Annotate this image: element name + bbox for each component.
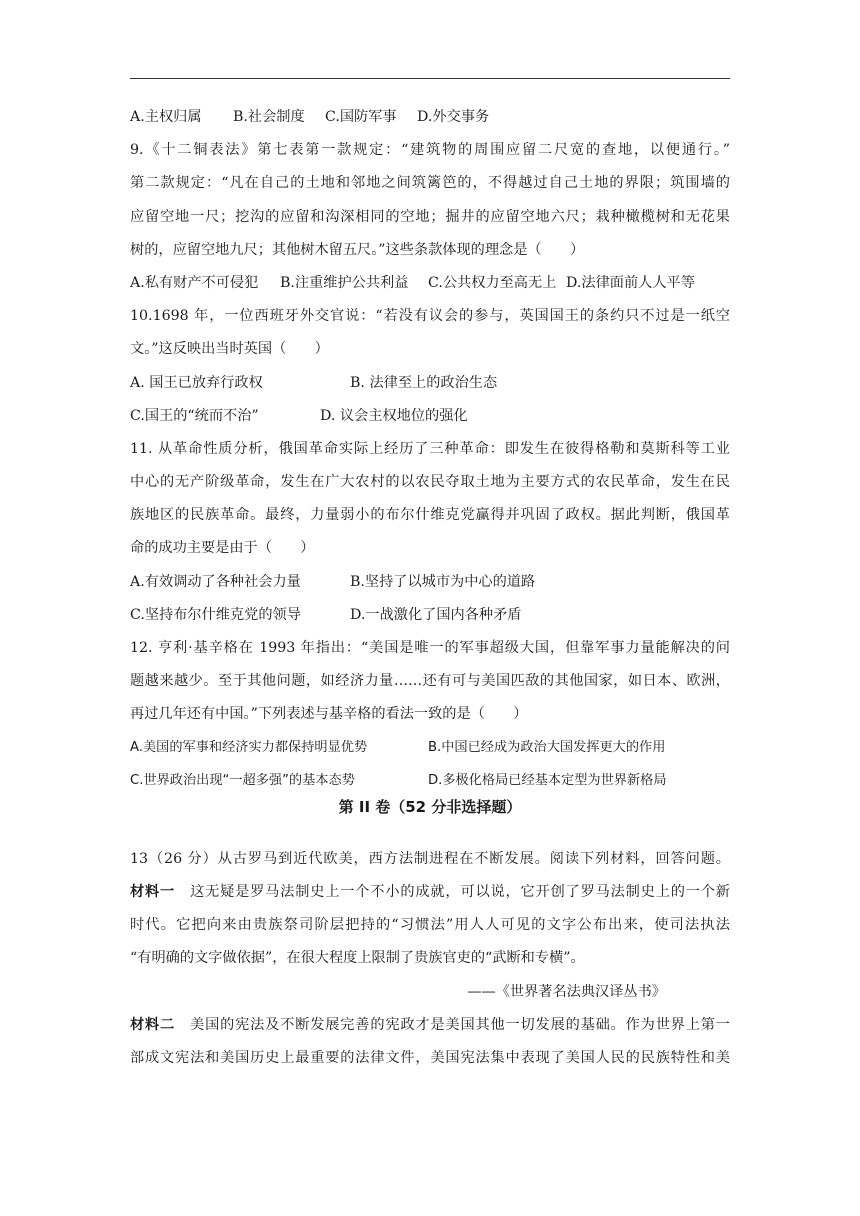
q11-stem-line: 11. 从革命性质分析，俄国革命实际上经历了三种革命：即发生在彼得格勒和莫斯科等工业 xyxy=(130,440,730,457)
q8-option-b[interactable]: B.社会制度 xyxy=(233,109,305,125)
q10-option-a[interactable]: A. 国王已放弃行政权 xyxy=(130,374,263,391)
q11-stem-line: 中心的无产阶级革命，发生在广大农村的以农民夺取土地为主要方式的农民革命，发生在民 xyxy=(130,474,730,491)
q10-options-row1 xyxy=(130,372,730,394)
q9-stem-line: 树的，应留空地九尺；其他树木留五尺。”这些条款体现的理念是（ ） xyxy=(130,241,585,258)
q8-options xyxy=(130,106,730,128)
q12-option-b[interactable]: B.中国已经成为政治大国发挥更大的作用 xyxy=(428,739,666,755)
q8-option-a[interactable]: A.主权归属 xyxy=(130,109,202,125)
q9-stem-line: 应留空地一尺；挖沟的应留和沟深相同的空地；掘井的应留空地六尺；栽种橄榄树和无花果 xyxy=(130,208,730,225)
q9-option-a[interactable]: A.私有财产不可侵犯 xyxy=(130,274,259,291)
q11-option-b[interactable]: B.坚持了以城市为中心的道路 xyxy=(350,573,536,590)
material-1-text: 这无疑是罗马法制史上一个不小的成就，可以说，它开创了罗马法制史上的一个新 xyxy=(175,883,730,900)
q13-material-2-line: 部成文宪法和美国历史上最重要的法律文件，美国宪法集中表现了美国人民的民族特性和美 xyxy=(130,1049,730,1066)
q11-stem-line: 命的成功主要是由于（ ） xyxy=(130,540,315,557)
section-2-title: 第 II 卷（52 分非选择题） xyxy=(338,797,522,816)
q9-options xyxy=(130,272,730,294)
q12-option-a[interactable]: A.美国的军事和经济实力都保持明显优势 xyxy=(130,739,368,755)
q10-stem-line: 10.1698 年，一位西班牙外交官说：“若没有议会的参与，英国国王的条约只不过是一纸空 xyxy=(130,308,730,325)
q13-material-2-line xyxy=(130,1014,730,1036)
q10-stem-line: 文。”这反映出当时英国（ ） xyxy=(130,341,329,358)
q13-intro: 13（26 分）从古罗马到近代欧美，西方法制进程在不断发展。阅读下列材料，回答问题。 xyxy=(130,850,730,867)
material-1-source: ——《世界著名法典汉译丛书》 xyxy=(467,983,666,1000)
q10-option-d[interactable]: D. 议会主权地位的强化 xyxy=(320,407,468,424)
q11-options-row1 xyxy=(130,571,730,593)
q9-stem-line: 第二款规定：“凡在自己的土地和邻地之间筑篱笆的，不得越过自己土地的界限；筑围墙的 xyxy=(130,175,730,192)
q8-option-d[interactable]: D.外交事务 xyxy=(417,109,490,125)
q12-options-row2 xyxy=(130,770,730,792)
q9-stem-line: 9.《十二铜表法》第七表第一款规定：“建筑物的周围应留二尺宽的查地，以便通行。” xyxy=(130,142,730,159)
q13-material-1-line xyxy=(130,881,730,903)
q12-stem-line: 题越来越少。至于其他问题，如经济力量……还有可与美国匹敌的其他国家，如日本、欧洲， xyxy=(130,673,730,690)
q10-options-row2 xyxy=(130,405,730,427)
q9-option-c[interactable]: C.公共权力至高无上 xyxy=(428,274,557,291)
q11-option-c[interactable]: C.坚持布尔什维克党的领导 xyxy=(130,606,301,623)
q11-options-row2 xyxy=(130,604,730,626)
material-1-label: 材料一 xyxy=(130,883,176,900)
q12-stem-line: 12. 亨利·基辛格在 1993 年指出：“美国是唯一的军事超级大国，但靠军事力量能解决的问 xyxy=(130,640,730,656)
material-2-text: 美国的宪法及不断发展完善的宪政才是美国其他一切发展的基础。作为世界上第一 xyxy=(175,1016,730,1033)
q13-material-1-line: 时代。它把向来由贵族祭司阶层把持的“习惯法”用人人可见的文字公布出来，使司法执法 xyxy=(130,917,730,934)
header-rule xyxy=(130,78,730,79)
q11-option-d[interactable]: D.一战激化了国内各种矛盾 xyxy=(350,606,522,623)
q12-option-d[interactable]: D.多极化格局已经基本定型为世界新格局 xyxy=(428,772,667,788)
q8-option-c[interactable]: C.国防军事 xyxy=(325,109,397,125)
q9-option-d[interactable]: D.法律面前人人平等 xyxy=(566,274,695,291)
q11-stem-line: 族地区的民族革命。最终，力量弱小的布尔什维克党赢得并巩固了政权。据此判断，俄国革 xyxy=(130,507,730,524)
q13-material-1-line: “有明确的文字做依据”，在很大程度上限制了贵族官吏的“武断和专横”。 xyxy=(130,950,585,967)
q9-option-b[interactable]: B.注重维护公共利益 xyxy=(280,274,409,291)
q12-stem-line: 再过几年还有中国。”下列表述与基辛格的看法一致的是（ ） xyxy=(130,706,528,723)
q11-option-a[interactable]: A.有效调动了各种社会力量 xyxy=(130,573,301,590)
q10-option-b[interactable]: B. 法律至上的政治生态 xyxy=(350,374,498,391)
material-2-label: 材料二 xyxy=(130,1016,176,1033)
q10-option-c[interactable]: C.国王的“统而不治” xyxy=(130,407,259,424)
exam-page xyxy=(130,106,730,1080)
q12-options-row1 xyxy=(130,737,730,759)
q12-option-c[interactable]: C.世界政治出现“一超多强”的基本态势 xyxy=(130,772,355,788)
